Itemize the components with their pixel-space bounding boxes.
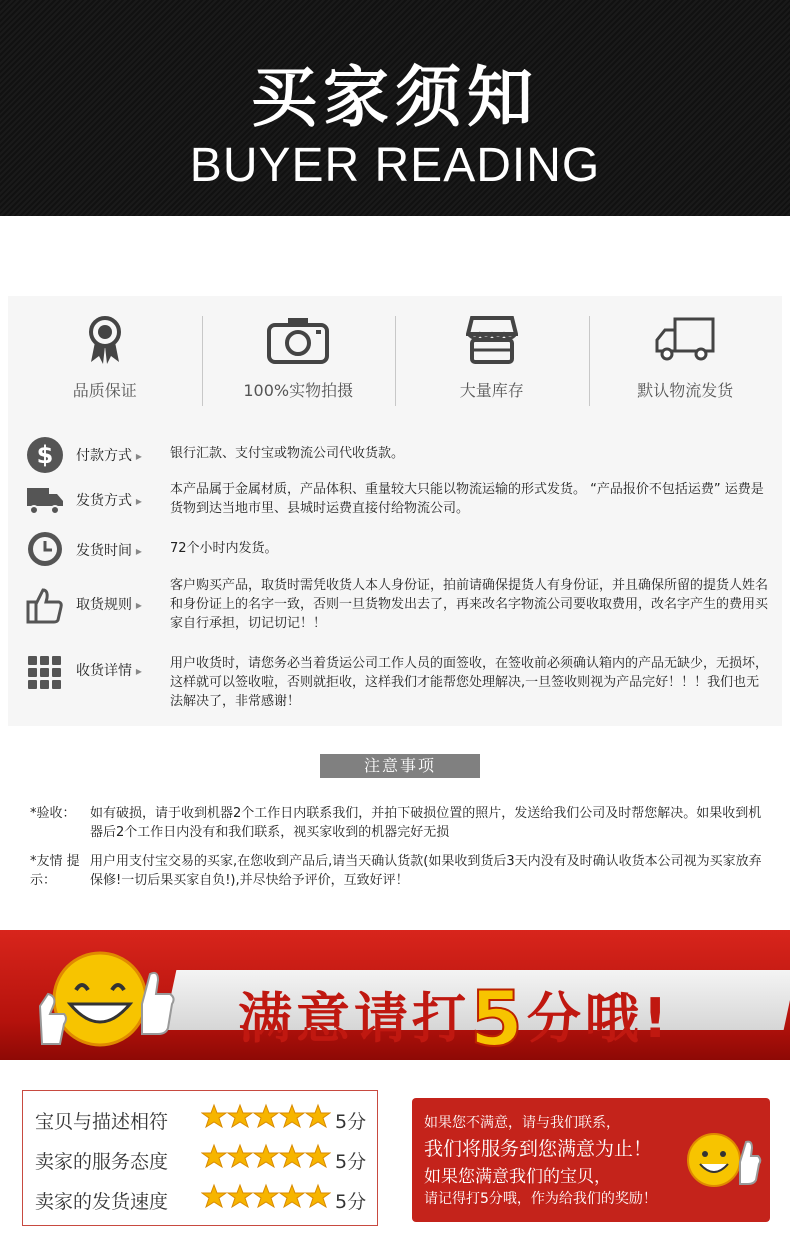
feature-label: 100%实物拍摄 xyxy=(243,381,354,400)
page-title: 买家须知 xyxy=(251,59,539,136)
feature-quality xyxy=(8,312,202,412)
page-subtitle: BUYER READING xyxy=(189,139,601,192)
banner-text-main: 满意请打 xyxy=(238,987,470,1050)
feature-stock xyxy=(395,312,589,412)
notice-key: *验收： xyxy=(30,806,76,821)
feature-label: 默认物流发货 xyxy=(637,381,734,400)
header-banner xyxy=(0,0,790,216)
five-stars-icon xyxy=(201,1103,331,1131)
row-text: 本产品属于金属材质，产品体积、重量较大只能以物流运输的形式发货。 “产品报价不包括运费” 运费是货物到达当地市里、县城时运费直接付给物流公司。 xyxy=(170,482,764,516)
row-label: 发货时间 ▸ xyxy=(76,540,142,560)
rating-score: 5分 xyxy=(335,1191,367,1213)
grid-icon xyxy=(26,654,64,692)
truck-icon xyxy=(653,316,717,364)
clock-icon xyxy=(26,530,64,568)
row-text: 银行汇款、支付宝或物流公司代收货款。 xyxy=(170,446,405,461)
row-text: 72个小时内发货。 xyxy=(170,541,278,556)
delivery-truck-icon xyxy=(26,480,64,518)
row-label: 付款方式 ▸ xyxy=(76,445,142,465)
medal-icon xyxy=(85,314,125,366)
thumbs-up-icon xyxy=(26,586,64,624)
notice-text: 用户用支付宝交易的买家,在您收到产品后,请当天确认货款(如果收到货后3天内没有及时确认收货本公司视为买家放弃保修!一切后果买家自负!),并尽快给予评价，互致好评！ xyxy=(90,854,762,888)
rating-name: 卖家的发货速度 xyxy=(35,1191,169,1213)
rating-name: 卖家的服务态度 xyxy=(35,1151,169,1173)
rating-score: 5分 xyxy=(335,1111,367,1133)
smiley-thumbs-icon xyxy=(30,944,180,1054)
notice-key: *友情 提示： xyxy=(30,854,80,888)
banner-suffix: 分哦! xyxy=(526,987,672,1050)
feature-label: 品质保证 xyxy=(72,381,137,400)
contact-line: 请记得打5分哦，作为给我们的奖励！ xyxy=(424,1191,657,1207)
notice-title: 注意事项 xyxy=(320,754,480,778)
store-icon xyxy=(466,314,518,366)
svg-text:$: $ xyxy=(36,441,54,469)
ratings-box xyxy=(22,1090,378,1226)
notice-text: 如有破损，请于收到机器2个工作日内联系我们，并拍下破损位置的照片，发送给我们公司及时帮您解决。如果收到机器后2个工作日内没有和我们联系，视买家收到的机器完好无损 xyxy=(90,806,762,840)
row-text: 用户收货时，请您务必当着货运公司工作人员的面签收，在签收前必须确认箱内的产品无缺少，无损坏，这样就可以签收啦，否则就拒收，这样我们才能帮您处理解决,一旦签收则视为产品完好！！！我们也无法解决了，非常感谢！ xyxy=(170,656,769,709)
info-panel xyxy=(8,296,782,726)
contact-line: 如果您满意我们的宝贝， xyxy=(424,1167,611,1187)
row-label: 收货详情 ▸ xyxy=(76,660,142,680)
feature-photo xyxy=(202,312,396,412)
rating-row xyxy=(35,1143,375,1173)
rating-banner xyxy=(0,930,790,1060)
smiley-icon xyxy=(684,1126,762,1194)
rating-score: 5分 xyxy=(335,1151,367,1173)
banner-number: 5 xyxy=(470,974,527,1060)
dollar-icon xyxy=(26,436,64,474)
contact-box xyxy=(412,1098,770,1222)
contact-line: 我们将服务到您满意为止！ xyxy=(424,1138,653,1160)
rating-name: 宝贝与描述相符 xyxy=(35,1111,169,1133)
row-label: 发货方式 ▸ xyxy=(76,490,142,510)
camera-icon xyxy=(266,315,330,365)
feature-label: 大量库存 xyxy=(459,381,524,400)
five-stars-icon xyxy=(201,1143,331,1171)
feature-strip xyxy=(8,312,782,412)
row-label: 取货规则 ▸ xyxy=(76,594,142,614)
row-text: 客户购买产品，取货时需凭收货人本人身份证，拍前请确保提货人有身份证，并且确保所留的提货人姓名和身份证上的名字一致，否则一旦货物发出去了，再来改名字物流公司要收取费用，改名字产生的费用买家自行承担，切记切记！！ xyxy=(170,578,769,631)
rating-row xyxy=(35,1183,375,1213)
banner-text xyxy=(238,966,672,1060)
feature-logistics xyxy=(589,312,783,412)
rating-row xyxy=(35,1103,375,1133)
contact-line: 如果您不满意，请与我们联系， xyxy=(424,1115,620,1131)
five-stars-icon xyxy=(201,1183,331,1211)
